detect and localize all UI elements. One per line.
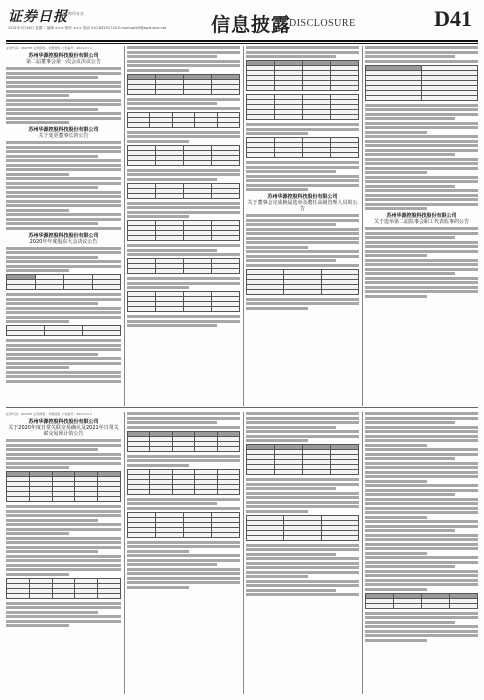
data-table [127, 291, 240, 312]
notice-title [6, 127, 121, 139]
data-table [127, 258, 240, 274]
vote-table [6, 325, 121, 336]
newspaper-logo: 证券日报 [8, 9, 68, 25]
notice-title [6, 419, 121, 437]
notice-title [6, 53, 121, 65]
data-table [246, 269, 359, 295]
data-table [246, 444, 359, 475]
notice-subtitle: 关于2020年度日常关联交易确认及2021年日常关联交易预计的公告 [8, 425, 119, 437]
column-4-bottom [365, 412, 478, 694]
logo-subtitle: 财经专业 [68, 11, 84, 16]
column-3-top [246, 46, 359, 406]
column-2-top [127, 46, 240, 406]
section-title: 信息披露 [211, 14, 292, 36]
masthead-rule [6, 40, 478, 42]
column-divider [362, 412, 363, 694]
half-page-rule [6, 407, 478, 408]
notice-subtitle: 关于董事会完成换届选举及聘任高级管理人员的公告 [247, 200, 358, 212]
column-1-top [6, 46, 121, 406]
notice-title [246, 194, 359, 212]
column-4-top [365, 46, 478, 406]
column-divider [124, 412, 125, 694]
page-number: D41 [434, 6, 472, 31]
data-table [365, 65, 478, 101]
notice-subtitle: 关于选举第二届监事会职工代表监事的公告 [373, 219, 469, 225]
data-table [127, 512, 240, 538]
data-table [127, 145, 240, 166]
data-table [127, 74, 240, 95]
column-divider [124, 46, 125, 406]
data-table [127, 469, 240, 495]
notice-subtitle: 2020年年度股东大会决议公告 [29, 238, 98, 245]
column-divider [243, 412, 244, 694]
notice-company: 苏州华源控股科技股份有限公司 [28, 232, 99, 239]
column-divider [243, 46, 244, 406]
data-table [127, 431, 240, 452]
data-table [365, 593, 478, 609]
masthead-rule-thin [6, 43, 478, 44]
notice-company: 苏州华源控股科技股份有限公司 [28, 53, 99, 59]
data-table [246, 60, 359, 91]
column-2-bottom [127, 412, 240, 694]
notice-title [6, 233, 121, 245]
data-table [246, 94, 359, 120]
data-table [127, 112, 240, 128]
notice-company: 苏州华源控股科技股份有限公司 [267, 194, 338, 200]
data-table [127, 220, 240, 241]
data-table [246, 137, 359, 158]
section-title-en: DISCLOSURE [289, 18, 356, 29]
data-table [246, 515, 359, 541]
vote-table [6, 274, 121, 290]
notice-title [365, 213, 478, 225]
column-3-bottom [246, 412, 359, 694]
stock-code-line: 证券代码：002787 证券简称：华源控股 公告编号：2021-0×× [6, 412, 93, 416]
data-table [127, 183, 240, 199]
notice-subtitle: 第二届董事会第一次会议决议公告 [25, 59, 101, 65]
notice-company: 苏州华源控股科技股份有限公司 [28, 419, 99, 425]
column-divider [362, 46, 363, 406]
dateline: 2021年3月16日 星期二 编辑 ××× 制作 ××× 电话 010-83251716 E-mail:zqrb9@zqrb.sina.net [8, 26, 167, 30]
data-table [6, 471, 121, 502]
masthead [6, 4, 478, 40]
column-1-bottom [6, 412, 121, 694]
notice-company: 苏州华源控股科技股份有限公司 [386, 213, 457, 219]
notice-subtitle: 关于变更董事长的公告 [38, 133, 89, 139]
notice-company: 苏州华源控股科技股份有限公司 [28, 127, 99, 133]
data-table [6, 578, 121, 599]
stock-code-line: 证券代码：002787 证券简称：华源控股 公告编号：2021-0×× [6, 46, 93, 50]
